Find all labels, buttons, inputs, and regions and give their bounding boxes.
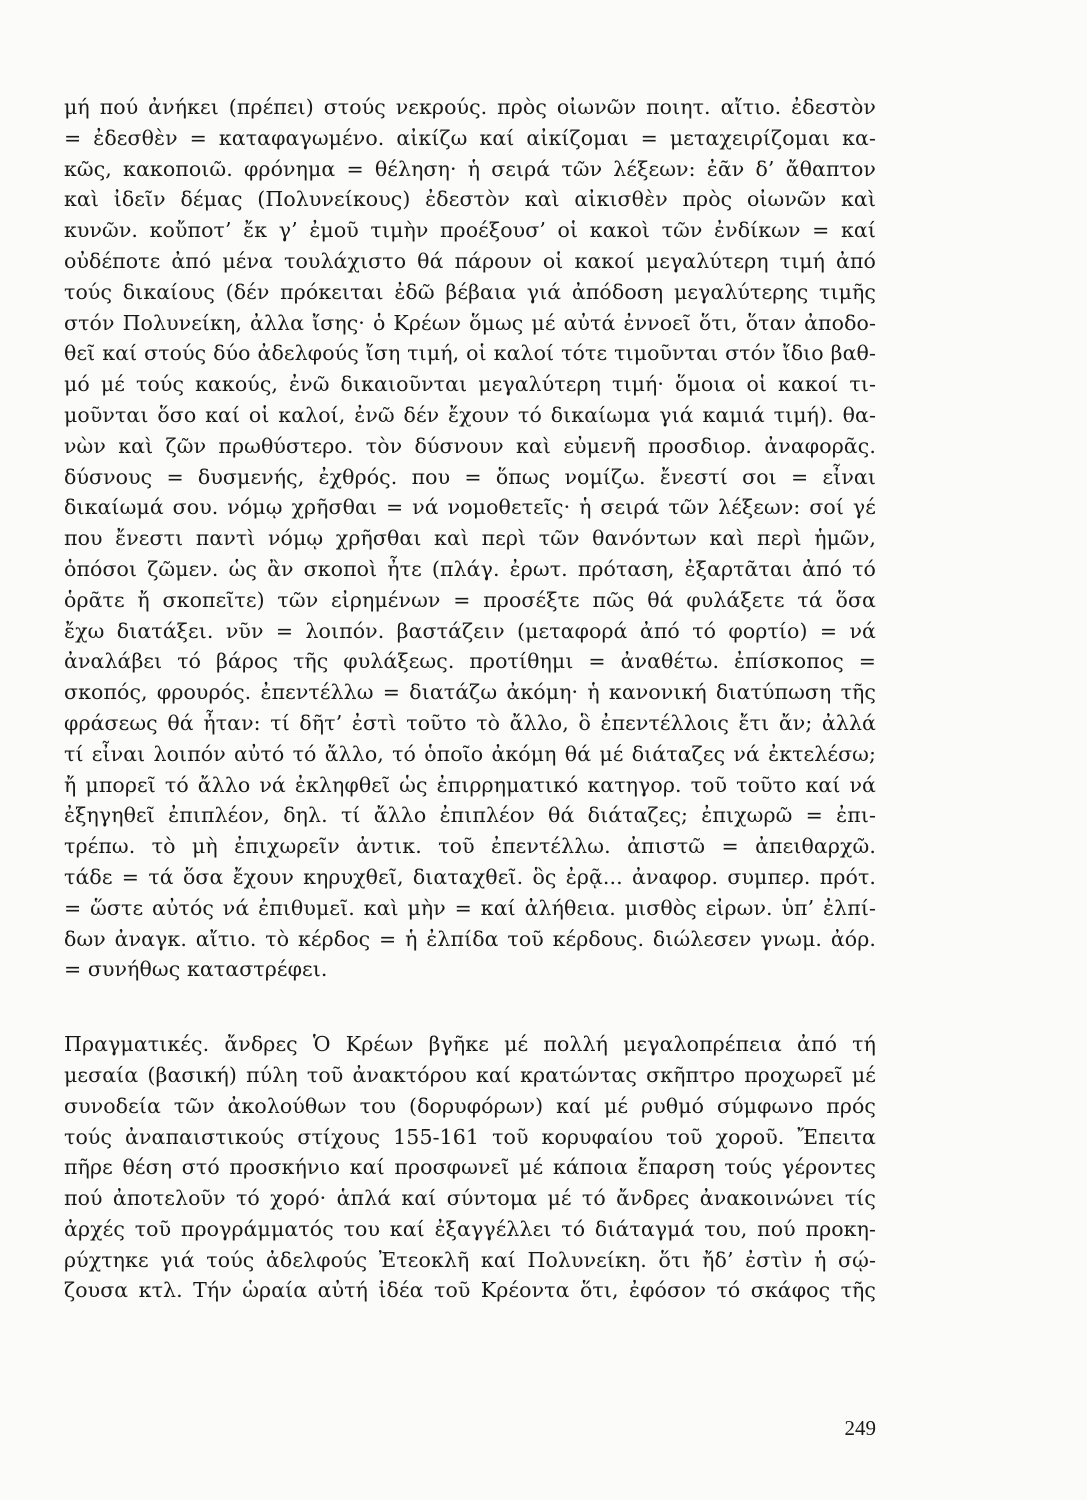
text-line: τούς δικαίους (δέν πρόκειται ἐδῶ βέβαια γιά ἀπόδοση μεγαλύτερης τιμῆς [64,279,876,304]
text-line: ἤ μπορεῖ τό ἄλλο νά ἐκληφθεῖ ὡς ἐπιρρηματικό κατηγορ. τοῦ τοῦτο καί νά [64,772,876,797]
text-line: = ἐδεσθὲν = καταφαγωμένο. αἰκίζω καί αἰκίζομαι = μεταχειρίζομαι κα- [64,125,876,150]
page-number: 249 [844,1416,876,1440]
text-line: πού ἀποτελοῦν τό χορό· ἁπλά καί σύντομα μέ τό ἄνδρες ἀνακοινώνει τίς [64,1186,876,1211]
text-line: = ὥστε αὐτός νά ἐπιθυμεῖ. καὶ μὴν = καί ἀλήθεια. μισθὸς εἰρων. ὑπ’ ἐλπί- [64,895,876,920]
text-line: ὁρᾶτε ἤ σκοπεῖτε) τῶν εἰρημένων = προσέξτε πῶς θά φυλάξετε τά ὅσα [64,587,876,612]
text-line: που ἔνεστι παντὶ νόμῳ χρῆσθαι καὶ περὶ τῶν θανόντων καὶ περὶ ἡμῶν, [64,526,876,551]
text-line: κῶς, κακοποιῶ. φρόνημα = θέληση· ἡ σειρά τῶν λέξεων: ἐᾶν δ’ ἄθαπτον [64,156,876,181]
text-line: καὶ ἰδεῖν δέμας (Πολυνείκους) ἐδεστὸν καὶ αἰκισθὲν πρὸς οἰωνῶν καὶ [64,187,876,212]
text-line: κυνῶν. κοὔποτ’ ἔκ γ’ ἐμοῦ τιμὴν προέξουσ’ οἱ κακοὶ τῶν ἐνδίκων = καί [64,218,876,243]
text-line: τί εἶναι λοιπόν αὐτό τό ἄλλο, τό ὁποῖο ἀκόμη θά μέ διάταζες νά ἐκτελέσω; [64,741,876,766]
text-line: θεῖ καί στούς δύο ἀδελφούς ἴση τιμή, οἱ καλοί τότε τιμοῦνται στόν ἴδιο βαθ- [64,341,876,366]
text-line: δικαίωμά σου. νόμῳ χρῆσθαι = νά νομοθετεῖς· ἡ σειρά τῶν λέξεων: σοί γέ [64,495,876,520]
text-line: μοῦνται ὅσο καί οἱ καλοί, ἐνῶ δέν ἔχουν τό δικαίωμα γιά καμιά τιμή). θα- [64,402,876,427]
text-line: ρύχτηκε γιά τούς ἀδελφούς Ἐτεοκλῆ καί Πολυνείκη. ὅτι ἤδ’ ἐστὶν ἡ σῴ- [64,1247,876,1272]
text-line: μεσαία (βασική) πύλη τοῦ ἀνακτόρου καί κρατώντας σκῆπτρο προχωρεῖ μέ [64,1062,876,1087]
text-line: πῆρε θέση στό προσκήνιο καί προσφωνεῖ μέ κάποια ἔπαρση τούς γέροντες [64,1155,876,1180]
text-line: ἐξηγηθεῖ ἐπιπλέον, δηλ. τί ἄλλο ἐπιπλέον θά διάταζες; ἐπιχωρῶ = ἐπι- [64,803,876,828]
text-line: μή πού ἀνήκει (πρέπει) στούς νεκρούς. πρὸς οἰωνῶν ποιητ. αἴτιο. ἐδεστὸν [64,95,876,119]
text-line: ἀρχές τοῦ προγράμματός του καί ἐξαγγέλλει τό διάταγμά του, πού προκη- [64,1216,876,1241]
text-line: ζουσα κτλ. Τήν ὡραία αὐτή ἰδέα τοῦ Κρέοντα ὅτι, ἐφόσον τό σκάφος τῆς [64,1278,876,1303]
text-line: φράσεως θά ἦταν: τί δῆτ’ ἐστὶ τοῦτο τὸ ἄλλο, ὃ ἐπεντέλλοις ἔτι ἄν; ἀλλά [64,710,876,735]
text-line: τούς ἀναπαιστικούς στίχους 155-161 τοῦ κορυφαίου τοῦ χοροῦ. Ἔπειτα [64,1124,876,1149]
text-line: σκοπός, φρουρός. ἐπεντέλλω = διατάζω ἀκόμη· ἡ κανονική διατύπωση τῆς [64,680,876,705]
text-line: νὼν καὶ ζῶν πρωθύστερο. τὸν δύσνουν καὶ εὐμενῆ προσδιορ. ἀναφορᾶς. [64,433,876,458]
text-line: συνοδεία τῶν ἀκολούθων του (δορυφόρων) καί μέ ρυθμό σύμφωνο πρός [64,1093,876,1118]
text-line: τάδε = τά ὅσα ἔχουν κηρυχθεῖ, διαταχθεῖ. ὃς ἐρᾷ... ἀναφορ. συμπερ. πρότ. [64,864,876,889]
text-line: δων ἀναγκ. αἴτιο. τὸ κέρδος = ἡ ἐλπίδα τοῦ κέρδους. διώλεσεν γνωμ. ἀόρ. [64,926,876,951]
text-line: μό μέ τούς κακούς, ἐνῶ δικαιοῦνται μεγαλύτερη τιμή· ὅμοια οἱ κακοί τι- [64,372,876,397]
commentary-paragraph [64,1029,876,1306]
text-line: = συνήθως καταστρέφει. [64,957,328,982]
text-line: τρέπω. τὸ μὴ ἐπιχωρεῖν ἀντικ. τοῦ ἐπεντέλλω. ἀπιστῶ = ἀπειθαρχῶ. [64,834,876,859]
text-line: ἀναλάβει τό βάρος τῆς φυλάξεως. προτίθημι = ἀναθέτω. ἐπίσκοπος = [64,649,876,674]
text-line: δύσνους = δυσμενής, ἐχθρός. που = ὅπως νομίζω. ἔνεστί σοι = εἶναι [64,464,876,489]
paragraph-gap [64,985,876,1029]
text-line: ὁπόσοι ζῶμεν. ὡς ἂν σκοποὶ ἦτε (πλάγ. ἐρωτ. πρόταση, ἐξαρτᾶται ἀπό τό [64,556,876,581]
text-line: στόν Πολυνείκη, ἀλλα ἴσης· ὁ Κρέων ὅμως μέ αὐτά ἐννοεῖ ὅτι, ὅταν ἀποδο- [64,310,876,335]
commentary-paragraph [64,92,876,985]
text-line: ἔχω διατάξει. νῦν = λοιπόν. βαστάζειν (μεταφορά ἀπό τό φορτίο) = νά [64,618,876,643]
text-block [64,92,876,1306]
text-line: οὐδέποτε ἀπό μένα τουλάχιστο θά πάρουν οἱ κακοί μεγαλύτερη τιμή ἀπό [64,248,876,273]
text-line: Πραγματικές. ἄνδρες Ὁ Κρέων βγῆκε μέ πολλή μεγαλοπρέπεια ἀπό τή [64,1032,876,1057]
